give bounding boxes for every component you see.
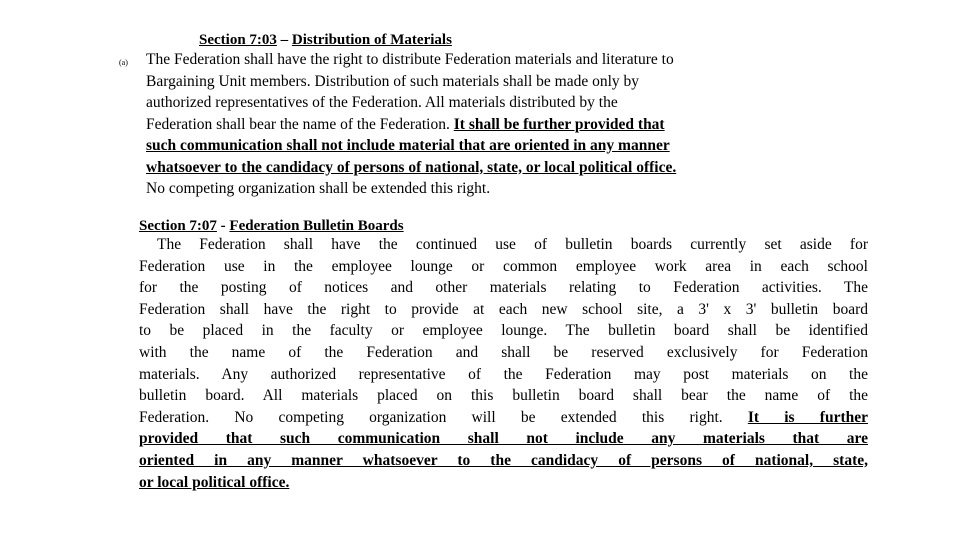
section-707-heading	[139, 217, 404, 235]
section-707-line10-emphasis: provided that such communication shall not include any materials that are	[139, 430, 868, 448]
section-703-line	[146, 135, 786, 157]
section-703-line4-emphasis: It shall be further provided that	[453, 115, 665, 133]
section-703-heading	[199, 31, 452, 49]
section-707-line: Federation use in the employee lounge or common employee work area in each school	[139, 257, 868, 275]
section-707-line: to be placed in the faculty or employee lounge. The bulletin board shall be identified	[139, 322, 868, 340]
section-703-title: Distribution of Materials	[291, 32, 452, 48]
section-703-line: No competing organization shall be extended this right.	[146, 180, 491, 197]
section-707-number: Section 7:07	[139, 218, 217, 234]
section-707-line	[139, 407, 868, 429]
section-707-line: The Federation shall have the continued use of bulletin boards currently set aside for	[157, 236, 868, 253]
section-703-line4-plain: Federation shall bear the name of the Federation.	[146, 115, 454, 133]
section-707-body	[139, 234, 868, 493]
section-707-line: for the posting of notices and other materials relating to Federation activities. The	[139, 279, 868, 297]
section-703-line	[146, 157, 786, 179]
section-707-line12-emphasis: or local political office.	[139, 473, 290, 491]
section-703-body	[146, 49, 786, 200]
section-707-line: with the name of the Federation and shall be reserved exclusively for Federation	[139, 343, 868, 361]
clause-marker-a: (a)	[119, 58, 128, 67]
section-707-line11-emphasis: oriented in any manner whatsoever to the candidacy of persons of national, state,	[139, 451, 868, 469]
section-707-line: Federation shall have the right to provide at each new school site, a 3' x 3' bulletin board	[139, 300, 868, 318]
section-707-line9-plain: Federation. No competing organization will be extended this right.	[139, 408, 723, 426]
section-703-line: authorized representatives of the Federation. All materials distributed by the	[146, 94, 618, 111]
section-707-separator: -	[216, 218, 230, 234]
section-703-line: Bargaining Unit members. Distribution of such materials shall be made only by	[146, 72, 640, 90]
section-703-line	[146, 114, 786, 136]
section-703-line: The Federation shall have the right to distribute Federation materials and literature to	[146, 51, 674, 68]
section-707-line: materials. Any authorized representative of the Federation may post materials on the	[139, 365, 868, 383]
section-703-number: Section 7:03	[199, 32, 277, 48]
section-703-line6-emphasis: whatsoever to the candidacy of persons of national, state, or local political office.	[146, 158, 677, 176]
section-703-separator: –	[276, 32, 292, 48]
section-707-title: Federation Bulletin Boards	[229, 218, 404, 234]
section-703-line5-emphasis: such communication shall not include material that are oriented in any manner	[146, 137, 670, 154]
section-707-line9-emphasis: It is further	[747, 408, 868, 426]
section-707-line: bulletin board. All materials placed on this bulletin board shall bear the name of the	[139, 387, 868, 405]
